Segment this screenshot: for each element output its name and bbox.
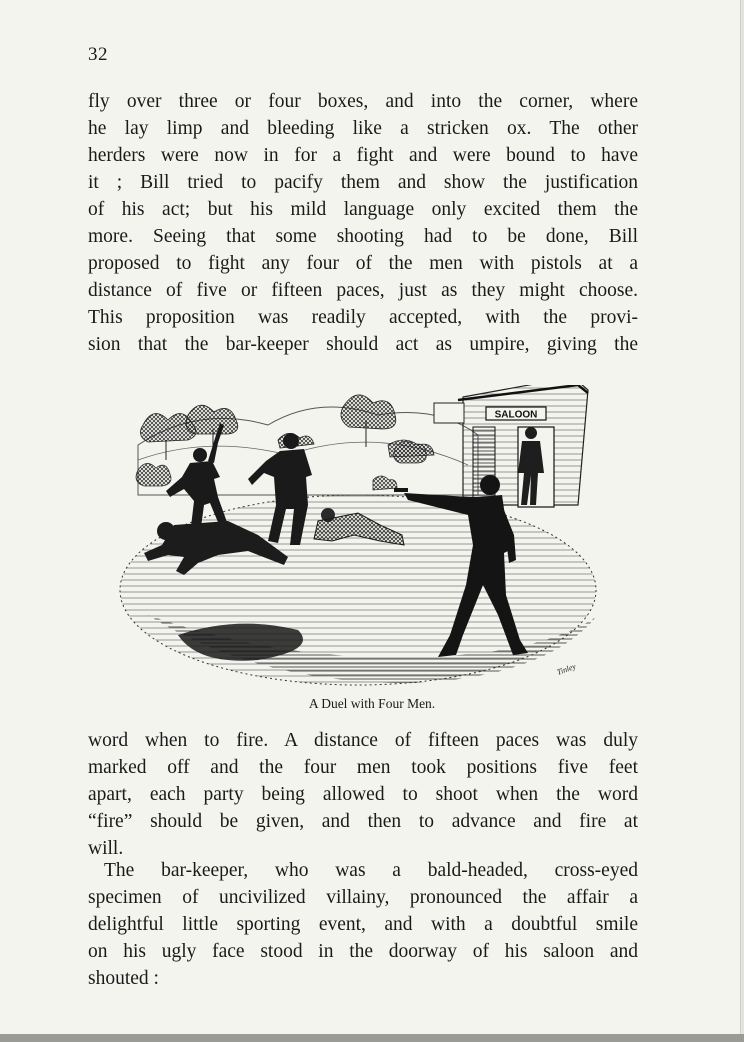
text-line: proposed to fight any four of the men with pistols at a <box>88 253 638 274</box>
text-line: “fire” should be given, and then to advance and fire at <box>88 811 638 832</box>
text-line: more. Seeing that some shooting had to be done, Bill <box>88 226 638 247</box>
text-line: he lay limp and bleeding like a stricken ox. The other <box>88 118 638 139</box>
text-line: word when to fire. A distance of fifteen paces was duly <box>88 730 638 751</box>
page-number: 32 <box>88 44 108 65</box>
text-line: fly over three or four boxes, and into the corner, where <box>88 91 638 112</box>
text-line: sion that the bar-keeper should act as umpire, giving the <box>88 334 638 355</box>
saloon-sign-text: SALOON <box>494 409 538 421</box>
paragraph-1 <box>88 88 638 358</box>
artist-signature: Tinley <box>555 661 578 677</box>
text-line: The bar-keeper, who was a bald-headed, cross-eyed <box>104 860 638 881</box>
saloon-building <box>434 385 588 507</box>
text-line: delightful little sporting event, and with a doubtful smile <box>88 914 638 935</box>
text-line: shouted : <box>88 968 159 989</box>
text-line: This proposition was readily accepted, with the provi- <box>88 307 638 328</box>
text-line: marked off and the four men took positions five feet <box>88 757 638 778</box>
text-line: herders were now in for a fight and were bound to have <box>88 145 638 166</box>
text-line: on his ugly face stood in the doorway of his saloon and <box>88 941 638 962</box>
figure-caption: A Duel with Four Men. <box>308 696 436 711</box>
paragraph-3 <box>88 857 638 992</box>
text-line: apart, each party being allowed to shoot when the word <box>88 784 638 805</box>
text-line: of his act; but his mild language only excited them the <box>88 199 638 220</box>
duel-illustration <box>118 385 604 690</box>
text-line: will. <box>88 838 124 859</box>
scan-edge <box>0 1034 744 1042</box>
text-line: distance of five or fifteen paces, just as they might choose. <box>88 280 638 301</box>
text-line: it ; Bill tried to pacify them and show the justification <box>88 172 638 193</box>
text-line: specimen of uncivilized villainy, pronounced the affair a <box>88 887 638 908</box>
paragraph-2 <box>88 727 638 862</box>
